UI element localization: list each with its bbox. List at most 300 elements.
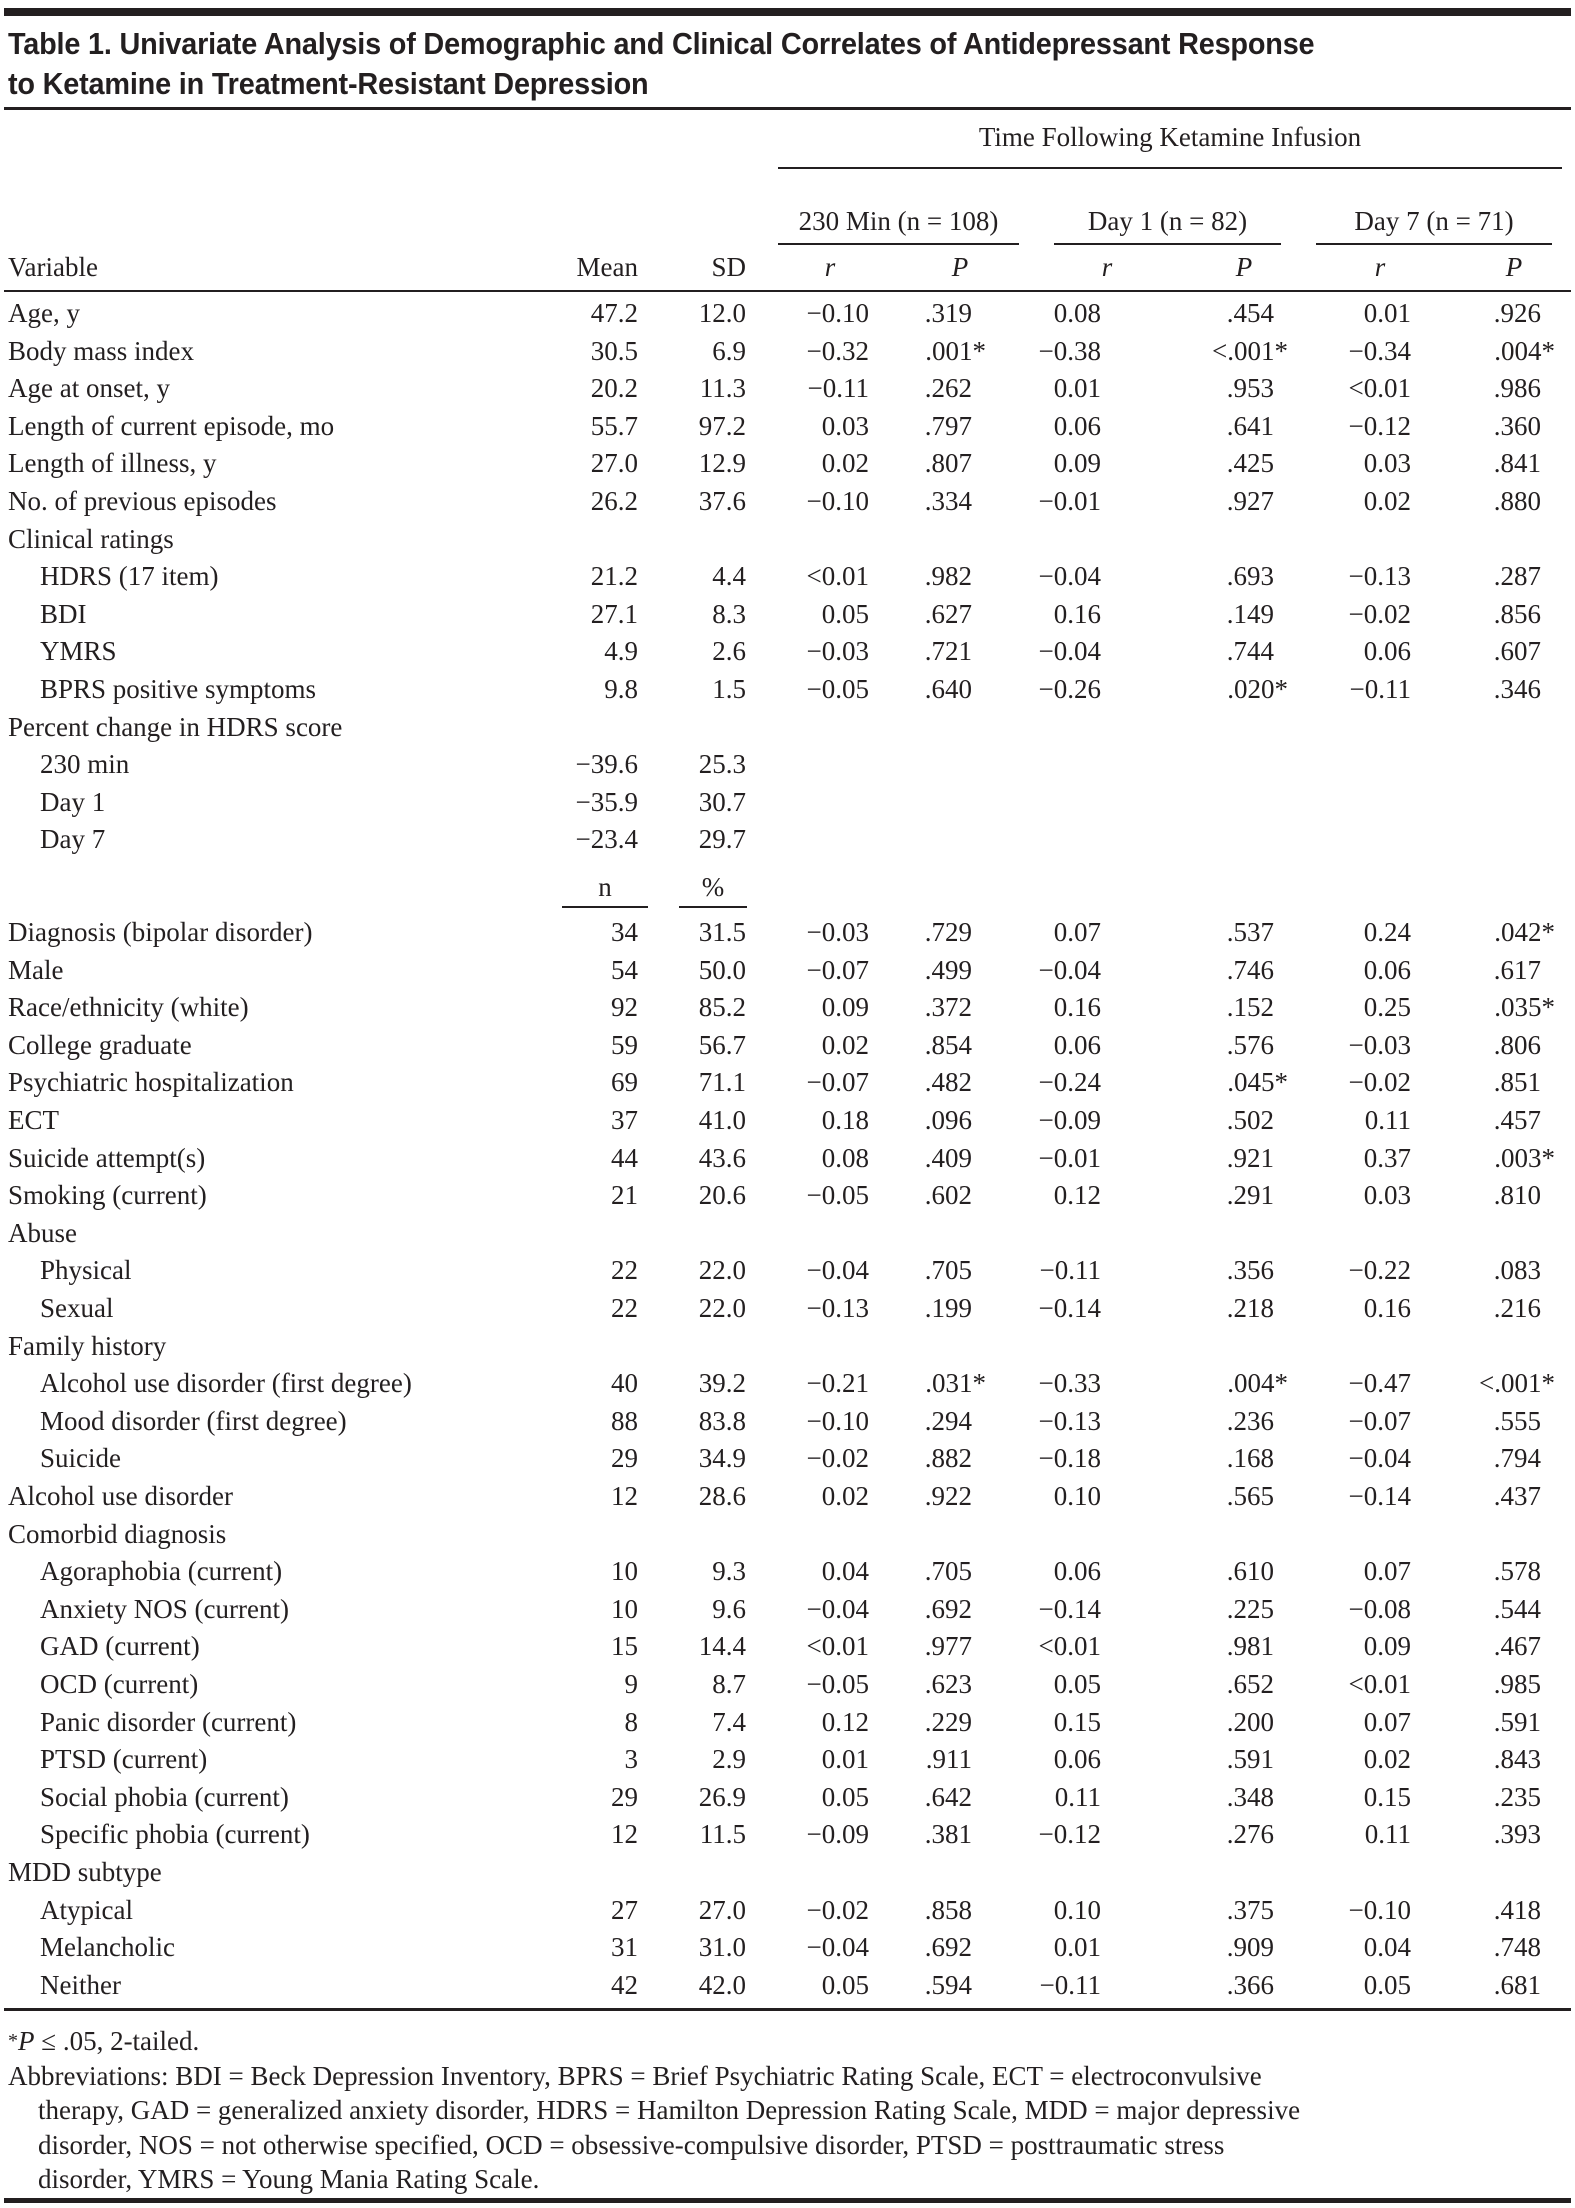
row-label: Specific phobia (current) bbox=[40, 1819, 310, 1850]
r-value: −0.03 bbox=[806, 917, 869, 947]
p-value-cell bbox=[1164, 411, 1274, 441]
r-value: 0.06 bbox=[1363, 636, 1411, 667]
spanner-rule bbox=[778, 167, 1562, 169]
p-value: .810 bbox=[1493, 1180, 1541, 1211]
table-row bbox=[0, 712, 1575, 742]
r-value: −0.02 bbox=[806, 1894, 869, 1925]
r-value-cell bbox=[1301, 1030, 1411, 1060]
row-label: 230 min bbox=[40, 749, 130, 780]
p-value-cell bbox=[1431, 1180, 1541, 1210]
p-value-cell bbox=[1164, 1030, 1274, 1060]
table-row bbox=[0, 1631, 1575, 1661]
p-value: .797 bbox=[924, 410, 972, 441]
row-sd-or-percent: 2.6 bbox=[712, 636, 746, 667]
p-value-cell bbox=[1431, 1669, 1541, 1699]
r-value-cell bbox=[759, 1556, 869, 1586]
p-value: .953 bbox=[1226, 373, 1274, 404]
p-value: .499 bbox=[924, 954, 972, 985]
row-mean-or-n: 34 bbox=[611, 917, 638, 947]
r-value-cell bbox=[1301, 1443, 1411, 1473]
r-value: 0.12 bbox=[1053, 1180, 1101, 1211]
r-value: −0.18 bbox=[1038, 1443, 1101, 1474]
p-value: .977 bbox=[924, 1631, 972, 1662]
abbreviations-line-2: therapy, GAD = generalized anxiety disorder, HDRS = Hamilton Depression Rating Scale, MDD = major depressive bbox=[38, 2095, 1301, 2125]
r-value-cell bbox=[759, 1707, 869, 1737]
row-mean-or-n: −23.4 bbox=[575, 824, 638, 855]
r-value: −0.04 bbox=[806, 1593, 869, 1624]
p-value: .576 bbox=[1226, 1029, 1274, 1060]
p-value-cell bbox=[1164, 1819, 1274, 1849]
row-mean-or-n: 27 bbox=[611, 1894, 638, 1925]
table-title-line-2: to Ketamine in Treatment-Resistant Depression bbox=[8, 66, 649, 101]
r-value: −0.11 bbox=[1039, 1255, 1101, 1286]
p-value: .858 bbox=[924, 1894, 972, 1925]
p-value-cell bbox=[1431, 1631, 1541, 1661]
p-value-cell bbox=[862, 1782, 972, 1812]
p-value: .981 bbox=[1226, 1631, 1274, 1662]
r-value-cell bbox=[991, 373, 1101, 403]
p-value: .291 bbox=[1226, 1180, 1274, 1211]
r-value: 0.03 bbox=[1363, 448, 1411, 479]
table-row bbox=[0, 1556, 1575, 1586]
r-value-cell bbox=[759, 1744, 869, 1774]
p-value-cell bbox=[862, 373, 972, 403]
r-value: 0.02 bbox=[1363, 486, 1411, 516]
table-row bbox=[0, 486, 1575, 516]
p-value: .594 bbox=[924, 1969, 972, 2000]
group-rule-day7 bbox=[1316, 243, 1552, 245]
table-row bbox=[0, 1669, 1575, 1699]
r-value: 0.09 bbox=[821, 992, 869, 1023]
p-value-cell bbox=[862, 955, 972, 985]
table-row bbox=[0, 1406, 1575, 1436]
r-value-cell bbox=[991, 1443, 1101, 1473]
table-row bbox=[0, 1481, 1575, 1511]
row-mean-or-n: 59 bbox=[611, 1029, 638, 1060]
row-label: ECT bbox=[8, 1105, 59, 1135]
abbreviations-line-1: Abbreviations: BDI = Beck Depression Inventory, BPRS = Brief Psychiatric Rating Scale, ECT = electroconvulsive bbox=[8, 2061, 1262, 2091]
p-value: .986 bbox=[1493, 373, 1541, 404]
row-mean-or-n: 22 bbox=[611, 1293, 638, 1323]
p-value-cell bbox=[1164, 636, 1274, 666]
row-mean-or-n: 30.5 bbox=[590, 335, 638, 366]
p-value-cell bbox=[1431, 1142, 1555, 1173]
column-header-percent: % bbox=[701, 872, 725, 902]
row-label: Suicide attempt(s) bbox=[8, 1142, 206, 1173]
r-value: 0.09 bbox=[1363, 1631, 1411, 1662]
row-sd-or-percent: 14.4 bbox=[698, 1631, 746, 1662]
row-mean-or-n: 44 bbox=[611, 1142, 638, 1173]
p-value: .843 bbox=[1493, 1744, 1541, 1775]
r-value-cell bbox=[1301, 1932, 1411, 1962]
p-value-cell bbox=[862, 1293, 972, 1323]
column-header-variable: Variable bbox=[8, 252, 98, 282]
p-value: .294 bbox=[924, 1405, 972, 1436]
row-label: Body mass index bbox=[8, 335, 194, 366]
r-value: −0.11 bbox=[1039, 1969, 1101, 2000]
p-value-cell bbox=[1164, 335, 1288, 366]
p-value: .393 bbox=[1493, 1819, 1541, 1850]
p-value-cell bbox=[862, 1067, 972, 1097]
row-label: Day 1 bbox=[40, 786, 106, 817]
p-value-cell bbox=[1164, 674, 1288, 704]
p-value-cell bbox=[1164, 1970, 1274, 2000]
p-value-cell bbox=[1164, 992, 1274, 1022]
r-value-cell bbox=[1301, 1669, 1411, 1699]
p-value-cell bbox=[1164, 1782, 1274, 1812]
row-sd-or-percent: 9.3 bbox=[712, 1556, 746, 1587]
p-value: .375 bbox=[1226, 1894, 1274, 1925]
p-value: .880 bbox=[1493, 486, 1541, 516]
row-sd-or-percent: 83.8 bbox=[698, 1405, 746, 1436]
r-value: −0.22 bbox=[1348, 1255, 1411, 1286]
p-value: .287 bbox=[1493, 561, 1541, 592]
column-header-r-230min: r bbox=[824, 252, 836, 282]
group-header-day7: Day 7 (n = 71) bbox=[1354, 206, 1514, 236]
r-value: −0.04 bbox=[806, 1932, 869, 1963]
table-row bbox=[0, 1218, 1575, 1248]
r-value: 0.01 bbox=[1053, 373, 1101, 404]
r-value: 0.08 bbox=[821, 1142, 869, 1173]
row-sd-or-percent: 11.3 bbox=[699, 373, 746, 404]
r-value-cell bbox=[759, 1406, 869, 1436]
p-value: .200 bbox=[1226, 1706, 1274, 1737]
column-header-p-day1: P bbox=[1235, 252, 1253, 282]
row-mean-or-n: 21 bbox=[611, 1180, 638, 1211]
r-value: −0.09 bbox=[806, 1819, 869, 1850]
table-title-line-1: Table 1. Univariate Analysis of Demographic and Clinical Correlates of Antidepressant Response bbox=[8, 26, 1315, 61]
p-value: .262 bbox=[924, 373, 972, 404]
p-value: .681 bbox=[1493, 1969, 1541, 2000]
r-value: −0.10 bbox=[806, 486, 869, 516]
table-row bbox=[0, 1293, 1575, 1323]
p-value: .199 bbox=[924, 1293, 972, 1323]
footnote-star: * bbox=[8, 2030, 18, 2052]
row-label: Clinical ratings bbox=[8, 523, 174, 554]
significant-p-value: .003* bbox=[1494, 1142, 1555, 1173]
row-sd-or-percent: 50.0 bbox=[698, 954, 746, 985]
row-sd-or-percent: 31.0 bbox=[698, 1932, 746, 1963]
p-value: .602 bbox=[924, 1180, 972, 1211]
row-label: Diagnosis (bipolar disorder) bbox=[8, 917, 313, 947]
p-value-cell bbox=[1431, 298, 1541, 328]
p-value-cell bbox=[862, 1180, 972, 1210]
table-row bbox=[0, 992, 1575, 1022]
r-value-cell bbox=[759, 1255, 869, 1285]
r-value-cell bbox=[991, 1744, 1101, 1774]
row-label: OCD (current) bbox=[40, 1669, 199, 1699]
row-label: GAD (current) bbox=[40, 1631, 200, 1662]
p-value-cell bbox=[1164, 1556, 1274, 1586]
r-value-cell bbox=[1301, 1368, 1411, 1398]
p-value: .381 bbox=[924, 1819, 972, 1850]
p-value-cell bbox=[862, 411, 972, 441]
row-label: HDRS (17 item) bbox=[40, 561, 219, 592]
r-value-cell bbox=[1301, 1143, 1411, 1173]
r-value-cell bbox=[991, 1782, 1101, 1812]
row-mean-or-n: 47.2 bbox=[590, 298, 638, 328]
p-value: .334 bbox=[924, 486, 972, 516]
r-value-cell bbox=[759, 1143, 869, 1173]
p-value-cell bbox=[1431, 636, 1541, 666]
p-value: .437 bbox=[1493, 1481, 1541, 1511]
p-value-cell bbox=[1431, 1744, 1541, 1774]
p-value: .721 bbox=[924, 636, 972, 667]
r-value: 0.07 bbox=[1363, 1556, 1411, 1587]
p-value: .744 bbox=[1226, 636, 1274, 667]
table-row bbox=[0, 1819, 1575, 1849]
r-value-cell bbox=[1301, 1255, 1411, 1285]
r-value-cell bbox=[759, 1932, 869, 1962]
p-value: .360 bbox=[1493, 410, 1541, 441]
r-value: −0.13 bbox=[1348, 561, 1411, 592]
r-value: −0.02 bbox=[806, 1443, 869, 1474]
r-value: −0.34 bbox=[1348, 335, 1411, 366]
table-row bbox=[0, 749, 1575, 779]
r-value-cell bbox=[991, 1481, 1101, 1511]
table-row bbox=[0, 561, 1575, 591]
row-mean-or-n: 42 bbox=[611, 1969, 638, 2000]
r-value-cell bbox=[991, 917, 1101, 947]
r-value: −0.04 bbox=[806, 1255, 869, 1286]
table-row bbox=[0, 1782, 1575, 1812]
p-value-cell bbox=[1164, 1669, 1274, 1699]
row-sd-or-percent: 31.5 bbox=[698, 917, 746, 947]
p-value: .235 bbox=[1493, 1781, 1541, 1812]
p-value-cell bbox=[862, 599, 972, 629]
row-label: College graduate bbox=[8, 1029, 192, 1060]
p-value: .083 bbox=[1493, 1255, 1541, 1286]
p-value: .168 bbox=[1226, 1443, 1274, 1474]
p-value-cell bbox=[862, 561, 972, 591]
significant-p-value: .004* bbox=[1494, 335, 1555, 366]
r-value-cell bbox=[991, 561, 1101, 591]
table-row bbox=[0, 636, 1575, 666]
p-value: .841 bbox=[1493, 448, 1541, 479]
r-value-cell bbox=[759, 1481, 869, 1511]
p-value: .794 bbox=[1493, 1443, 1541, 1474]
r-value: 0.24 bbox=[1363, 917, 1411, 947]
r-value: −0.14 bbox=[1038, 1293, 1101, 1323]
row-mean-or-n: 12 bbox=[611, 1819, 638, 1850]
r-value: 0.05 bbox=[1363, 1969, 1411, 2000]
row-mean-or-n: 27.1 bbox=[590, 598, 638, 629]
p-value-cell bbox=[862, 1255, 972, 1285]
row-mean-or-n: 10 bbox=[611, 1556, 638, 1587]
row-label: Family history bbox=[8, 1330, 167, 1361]
r-value-cell bbox=[1301, 1406, 1411, 1436]
row-sd-or-percent: 28.6 bbox=[698, 1481, 746, 1511]
r-value-cell bbox=[991, 1067, 1101, 1097]
r-value: −0.03 bbox=[806, 636, 869, 667]
r-value-cell bbox=[759, 336, 869, 366]
r-value: 0.15 bbox=[1053, 1706, 1101, 1737]
p-value: .922 bbox=[924, 1481, 972, 1511]
table-row bbox=[0, 1594, 1575, 1624]
r-value: −0.12 bbox=[1038, 1819, 1101, 1850]
r-value-cell bbox=[991, 1707, 1101, 1737]
p-value: .544 bbox=[1493, 1593, 1541, 1624]
r-value: 0.02 bbox=[821, 448, 869, 479]
r-value-cell bbox=[759, 1895, 869, 1925]
r-value: 0.37 bbox=[1363, 1142, 1411, 1173]
r-value: −0.12 bbox=[1348, 410, 1411, 441]
r-value-cell bbox=[759, 1368, 869, 1398]
row-mean-or-n: 27.0 bbox=[590, 448, 638, 479]
r-value: −0.07 bbox=[806, 1067, 869, 1098]
r-value: −0.14 bbox=[1348, 1481, 1411, 1511]
p-value: .627 bbox=[924, 598, 972, 629]
p-value: .591 bbox=[1226, 1744, 1274, 1775]
row-mean-or-n: 21.2 bbox=[590, 561, 638, 592]
r-value-cell bbox=[991, 1293, 1101, 1323]
row-sd-or-percent: 71.1 bbox=[698, 1067, 746, 1098]
row-mean-or-n: 9.8 bbox=[604, 674, 638, 704]
column-header-sd: SD bbox=[711, 252, 746, 282]
r-value-cell bbox=[1301, 1782, 1411, 1812]
r-value: 0.10 bbox=[1053, 1481, 1101, 1511]
row-mean-or-n: 92 bbox=[611, 992, 638, 1023]
p-value-cell bbox=[1431, 373, 1541, 403]
p-value-cell bbox=[862, 298, 972, 328]
p-value: .409 bbox=[924, 1142, 972, 1173]
row-label: Age, y bbox=[8, 298, 80, 328]
p-value-cell bbox=[1431, 1406, 1541, 1436]
r-value-cell bbox=[1301, 917, 1411, 947]
row-label: Length of illness, y bbox=[8, 448, 217, 479]
table-row bbox=[0, 1443, 1575, 1473]
r-value-cell bbox=[1301, 1105, 1411, 1135]
footer-thick-rule bbox=[4, 2198, 1571, 2203]
r-value: −0.10 bbox=[1348, 1894, 1411, 1925]
p-value-cell bbox=[1431, 955, 1541, 985]
row-mean-or-n: 31 bbox=[611, 1932, 638, 1963]
r-value: 0.06 bbox=[1053, 1029, 1101, 1060]
p-value: .851 bbox=[1493, 1067, 1541, 1098]
p-value-cell bbox=[1431, 917, 1555, 947]
r-value-cell bbox=[759, 599, 869, 629]
r-value-cell bbox=[1301, 561, 1411, 591]
significant-p-value: <.001* bbox=[1479, 1368, 1555, 1399]
r-value: −0.11 bbox=[807, 373, 869, 404]
row-mean-or-n: −35.9 bbox=[575, 786, 638, 817]
p-value-cell bbox=[862, 1669, 972, 1699]
p-value-cell bbox=[862, 1406, 972, 1436]
row-sd-or-percent: 1.5 bbox=[712, 674, 746, 704]
row-sd-or-percent: 9.6 bbox=[712, 1593, 746, 1624]
row-sd-or-percent: 11.5 bbox=[699, 1819, 746, 1850]
spanner-header: Time Following Ketamine Infusion bbox=[978, 122, 1362, 152]
p-value: .216 bbox=[1493, 1293, 1541, 1323]
row-sd-or-percent: 39.2 bbox=[698, 1368, 746, 1399]
p-value: .346 bbox=[1493, 674, 1541, 704]
r-value: −0.05 bbox=[806, 674, 869, 704]
row-mean-or-n: 88 bbox=[611, 1405, 638, 1436]
p-value-cell bbox=[1164, 1443, 1274, 1473]
group-header-day1: Day 1 (n = 82) bbox=[1087, 206, 1248, 236]
r-value: <0.01 bbox=[806, 1631, 869, 1662]
r-value-cell bbox=[991, 1970, 1101, 2000]
r-value-cell bbox=[1301, 1556, 1411, 1586]
r-value-cell bbox=[1301, 1895, 1411, 1925]
table-row bbox=[0, 411, 1575, 441]
p-value-cell bbox=[1164, 1180, 1274, 1210]
table-row bbox=[0, 955, 1575, 985]
row-mean-or-n: 9 bbox=[624, 1669, 638, 1699]
row-mean-or-n: 12 bbox=[611, 1481, 638, 1511]
row-label: Alcohol use disorder (first degree) bbox=[40, 1368, 412, 1399]
p-value: .610 bbox=[1226, 1556, 1274, 1587]
r-value: −0.32 bbox=[806, 335, 869, 366]
r-value: 0.16 bbox=[1363, 1293, 1411, 1323]
p-value: .921 bbox=[1226, 1142, 1274, 1173]
p-value: .537 bbox=[1226, 917, 1274, 947]
table-row bbox=[0, 448, 1575, 478]
table-row bbox=[0, 1970, 1575, 2000]
p-value-cell bbox=[1431, 561, 1541, 591]
row-sd-or-percent: 22.0 bbox=[698, 1293, 746, 1323]
row-label: Anxiety NOS (current) bbox=[40, 1593, 289, 1624]
r-value: −0.13 bbox=[806, 1293, 869, 1323]
row-label: BPRS positive symptoms bbox=[40, 674, 317, 704]
p-value-cell bbox=[1431, 674, 1541, 704]
p-value: .229 bbox=[924, 1706, 972, 1737]
p-value-cell bbox=[862, 1707, 972, 1737]
table-row bbox=[0, 1744, 1575, 1774]
r-value-cell bbox=[991, 1030, 1101, 1060]
p-value: .729 bbox=[924, 917, 972, 947]
p-value-cell bbox=[1164, 373, 1274, 403]
r-value: 0.10 bbox=[1053, 1894, 1101, 1925]
p-value-cell bbox=[1164, 1631, 1274, 1661]
row-sd-or-percent: 97.2 bbox=[698, 410, 746, 441]
p-value-cell bbox=[862, 1143, 972, 1173]
p-value-cell bbox=[1431, 1819, 1541, 1849]
p-value: .372 bbox=[924, 992, 972, 1023]
abbreviations-line-4: disorder, YMRS = Young Mania Rating Scale. bbox=[38, 2164, 540, 2194]
r-value: −0.05 bbox=[806, 1180, 869, 1211]
p-value: .982 bbox=[924, 561, 972, 592]
p-value: .856 bbox=[1493, 598, 1541, 629]
r-value-cell bbox=[1301, 1481, 1411, 1511]
table-row bbox=[0, 824, 1575, 854]
significant-p-value: .004* bbox=[1227, 1368, 1288, 1399]
r-value: −0.24 bbox=[1038, 1067, 1101, 1098]
p-value-cell bbox=[1431, 486, 1541, 516]
p-value: .882 bbox=[924, 1443, 972, 1474]
r-value: −0.01 bbox=[1038, 1142, 1101, 1173]
group-rule-230min bbox=[778, 243, 1019, 245]
p-value-cell bbox=[1164, 1744, 1274, 1774]
r-value: 0.06 bbox=[1363, 954, 1411, 985]
p-value: .746 bbox=[1226, 954, 1274, 985]
r-value-cell bbox=[1301, 448, 1411, 478]
p-value-cell bbox=[1164, 1895, 1274, 1925]
r-value: 0.25 bbox=[1363, 992, 1411, 1023]
p-value-cell bbox=[862, 1105, 972, 1135]
p-value-cell bbox=[862, 674, 972, 704]
p-value-cell bbox=[1431, 1895, 1541, 1925]
n-rule bbox=[562, 906, 648, 908]
p-value: .748 bbox=[1493, 1932, 1541, 1963]
row-mean-or-n: 20.2 bbox=[590, 373, 638, 404]
p-value-cell bbox=[1164, 1293, 1274, 1323]
table-row bbox=[0, 917, 1575, 947]
r-value: 0.02 bbox=[821, 1029, 869, 1060]
table-row bbox=[0, 1255, 1575, 1285]
table-row bbox=[0, 336, 1575, 366]
table-row bbox=[0, 1368, 1575, 1398]
